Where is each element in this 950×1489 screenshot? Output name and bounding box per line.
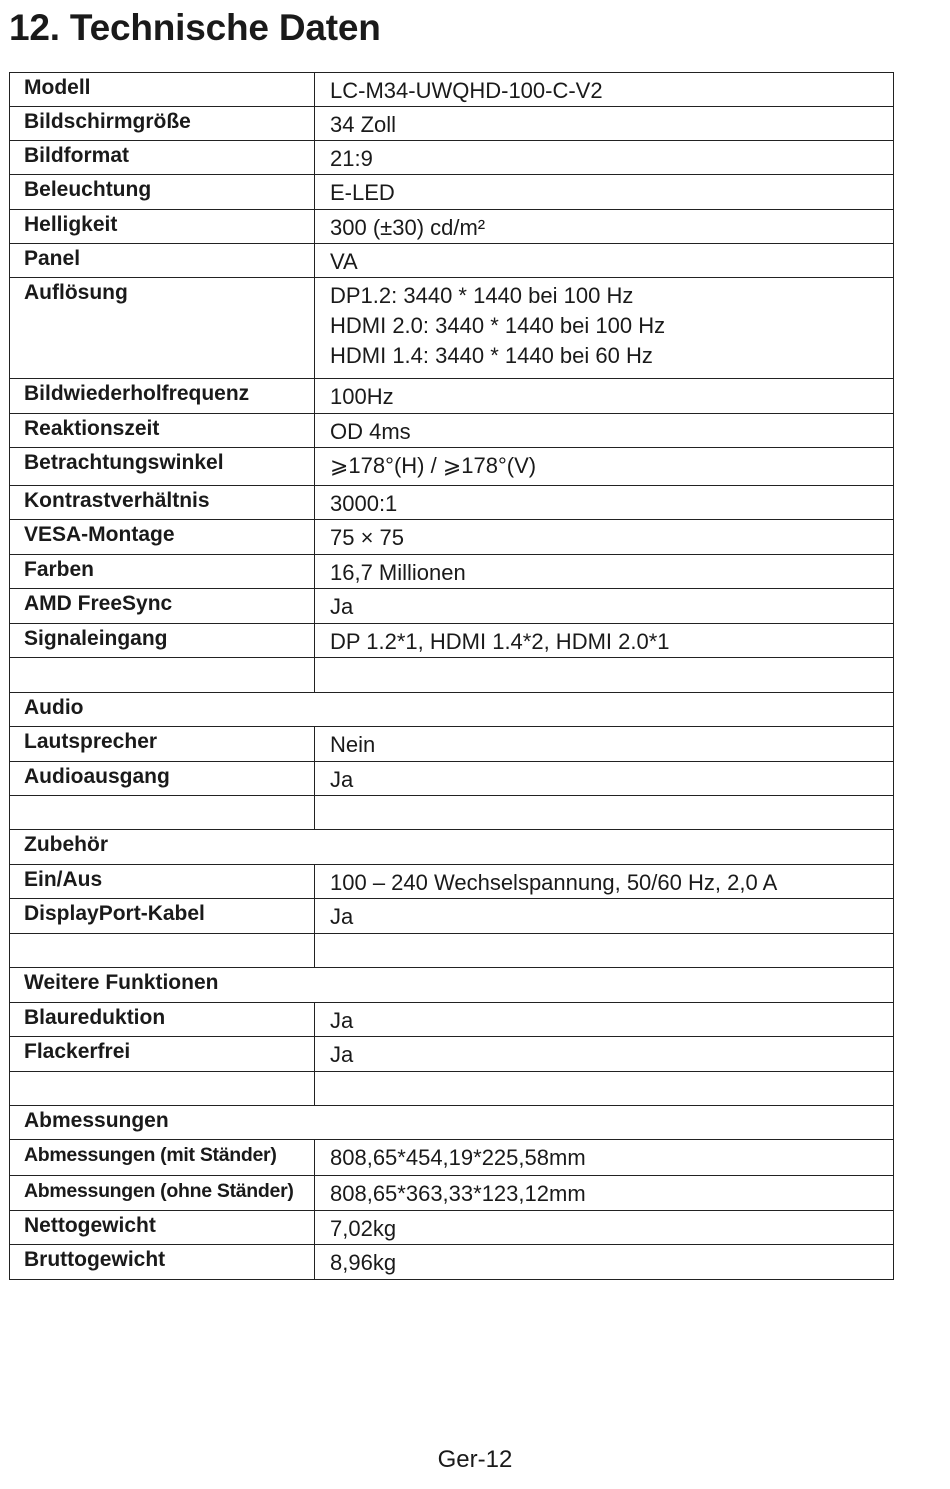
section-header: Weitere Funktionen [10, 968, 894, 1003]
spec-label: AMD FreeSync [10, 589, 315, 624]
spec-value [315, 210, 894, 244]
page-title: 12. Technische Daten [9, 7, 381, 48]
spec-label: Abmessungen (ohne Ständer) [10, 1176, 315, 1211]
empty-cell [315, 934, 894, 968]
empty-cell [10, 934, 315, 968]
spec-value-line: 100Hz [330, 384, 394, 409]
spec-value [315, 555, 894, 589]
spec-label: Bildschirmgröße [10, 107, 315, 141]
spec-value [315, 520, 894, 555]
spec-row [10, 244, 894, 278]
spec-value-line: 7,02kg [330, 1216, 397, 1241]
spec-value-line: 16,7 Millionen [330, 560, 466, 585]
spec-label: Blaureduktion [10, 1003, 315, 1037]
spec-value-line: 8,96kg [330, 1250, 397, 1275]
spec-value-line: 21:9 [330, 146, 373, 171]
spec-value [315, 448, 894, 486]
empty-row [10, 934, 894, 968]
spec-value-line: Nein [330, 732, 376, 757]
spec-value [315, 1003, 894, 1037]
spec-value [315, 414, 894, 448]
empty-cell [315, 796, 894, 830]
spec-value [315, 73, 894, 107]
spec-row [10, 1003, 894, 1037]
spec-table [9, 72, 894, 1280]
spec-value-line: 100 – 240 Wechselspannung, 50/60 Hz, 2,0 A [330, 870, 778, 895]
spec-row [10, 107, 894, 141]
spec-value-line: 34 Zoll [330, 112, 397, 137]
spec-label: Helligkeit [10, 210, 315, 244]
spec-value [315, 1245, 894, 1280]
section-header: Audio [10, 693, 894, 727]
section-header-row [10, 693, 894, 727]
spec-row [10, 727, 894, 762]
spec-label: Kontrastverhältnis [10, 486, 315, 520]
spec-value [315, 899, 894, 934]
spec-value-line: Ja [330, 904, 354, 929]
spec-label: Reaktionszeit [10, 414, 315, 448]
empty-cell [315, 658, 894, 693]
spec-label: Bruttogewicht [10, 1245, 315, 1280]
spec-value-line: DP 1.2*1, HDMI 1.4*2, HDMI 2.0*1 [330, 629, 670, 654]
spec-label: Bildformat [10, 141, 315, 175]
spec-row [10, 1211, 894, 1245]
spec-value [315, 1211, 894, 1245]
spec-row [10, 1140, 894, 1176]
spec-row [10, 379, 894, 414]
spec-row [10, 555, 894, 589]
spec-value [315, 1140, 894, 1176]
spec-value-line: ⩾178°(H) / ⩾178°(V) [330, 453, 537, 478]
spec-value [315, 1037, 894, 1072]
page-number: Ger-12 [437, 1446, 513, 1473]
spec-value [315, 486, 894, 520]
spec-value-line: E-LED [330, 180, 395, 205]
spec-value [315, 379, 894, 414]
spec-label: Panel [10, 244, 315, 278]
spec-value-line: 300 (±30) cd/m² [330, 215, 486, 240]
spec-label: Auflösung [10, 278, 315, 379]
spec-table-body [10, 73, 894, 1280]
spec-value [315, 107, 894, 141]
empty-cell [10, 796, 315, 830]
empty-row [10, 658, 894, 693]
spec-value-line: 3000:1 [330, 491, 398, 516]
spec-label: Flackerfrei [10, 1037, 315, 1072]
spec-value-line: HDMI 2.0: 3440 * 1440 bei 100 Hz [330, 313, 666, 338]
spec-value-line: HDMI 1.4: 3440 * 1440 bei 60 Hz [330, 343, 653, 368]
spec-row [10, 278, 894, 379]
spec-label: Modell [10, 73, 315, 107]
spec-label: Farben [10, 555, 315, 589]
spec-value-line: Ja [330, 1008, 354, 1033]
spec-value-line: 808,65*454,19*225,58mm [330, 1145, 586, 1170]
spec-value [315, 141, 894, 175]
spec-label: Lautsprecher [10, 727, 315, 762]
spec-value-line: LC-M34-UWQHD-100-C-V2 [330, 78, 603, 103]
spec-row [10, 210, 894, 244]
spec-value-line: Ja [330, 594, 354, 619]
spec-value [315, 589, 894, 624]
spec-label: Beleuchtung [10, 175, 315, 210]
section-header-row [10, 968, 894, 1003]
spec-row [10, 899, 894, 934]
empty-row [10, 796, 894, 830]
spec-label: VESA-Montage [10, 520, 315, 555]
spec-row [10, 865, 894, 899]
spec-value-line: DP1.2: 3440 * 1440 bei 100 Hz [330, 283, 634, 308]
spec-label: Signaleingang [10, 624, 315, 658]
spec-row [10, 1037, 894, 1072]
spec-value-line: Ja [330, 1042, 354, 1067]
spec-value-line: Ja [330, 767, 354, 792]
spec-row [10, 73, 894, 107]
spec-value [315, 762, 894, 796]
spec-row [10, 589, 894, 624]
spec-row [10, 486, 894, 520]
spec-value-line: 808,65*363,33*123,12mm [330, 1181, 586, 1206]
empty-cell [315, 1072, 894, 1106]
spec-label: Audioausgang [10, 762, 315, 796]
spec-value [315, 1176, 894, 1211]
empty-cell [10, 658, 315, 693]
spec-label: Nettogewicht [10, 1211, 315, 1245]
spec-value [315, 727, 894, 762]
empty-row [10, 1072, 894, 1106]
empty-cell [10, 1072, 315, 1106]
spec-label: Bildwiederholfrequenz [10, 379, 315, 414]
spec-row [10, 520, 894, 555]
spec-value-line: VA [330, 249, 358, 274]
spec-row [10, 1176, 894, 1211]
spec-label: Ein/Aus [10, 865, 315, 899]
spec-label: Abmessungen (mit Ständer) [10, 1140, 315, 1176]
spec-row [10, 762, 894, 796]
spec-row [10, 1245, 894, 1280]
spec-value-line: 75 × 75 [330, 525, 405, 550]
spec-value-line: OD 4ms [330, 419, 411, 444]
section-header: Zubehör [10, 830, 894, 865]
spec-value [315, 278, 894, 379]
spec-row [10, 175, 894, 210]
spec-label: Betrachtungswinkel [10, 448, 315, 486]
spec-row [10, 624, 894, 658]
spec-value [315, 244, 894, 278]
spec-value [315, 175, 894, 210]
spec-row [10, 448, 894, 486]
spec-value [315, 624, 894, 658]
spec-value [315, 865, 894, 899]
section-header-row [10, 1106, 894, 1140]
section-header-row [10, 830, 894, 865]
spec-row [10, 141, 894, 175]
section-header: Abmessungen [10, 1106, 894, 1140]
spec-label: DisplayPort-Kabel [10, 899, 315, 934]
spec-row [10, 414, 894, 448]
